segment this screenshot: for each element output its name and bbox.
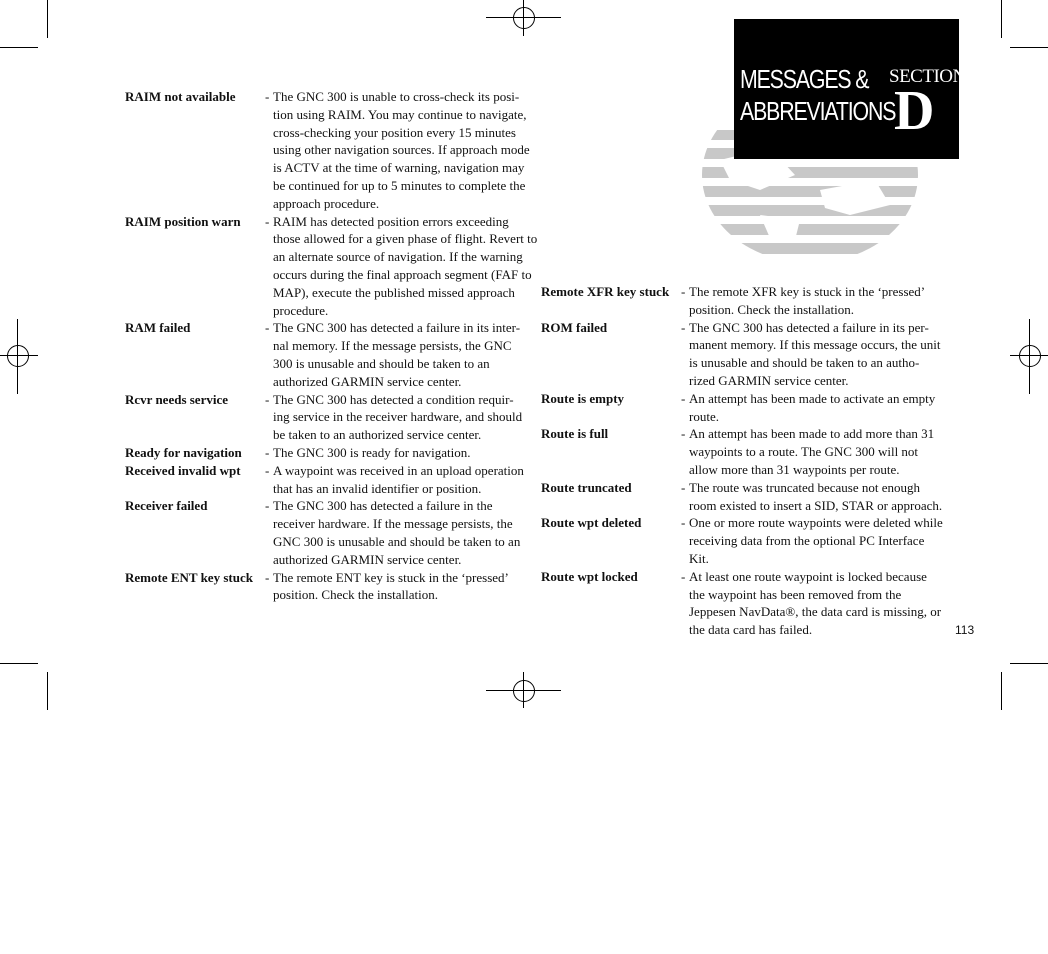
crop-mark [0, 663, 38, 664]
description-line: authorized GARMIN service center. [273, 373, 462, 389]
message-description [273, 497, 520, 568]
crop-mark [1010, 663, 1048, 664]
message-description [689, 319, 941, 390]
section-header [734, 19, 966, 159]
crop-mark [1001, 0, 1002, 38]
dash-separator: - [265, 213, 270, 229]
message-term: RAIM position warn [125, 213, 241, 229]
description-line: The GNC 300 is unable to cross-check its posi- [273, 89, 520, 104]
registration-line [523, 672, 524, 708]
description-line: an alternate source of navigation. If the warning [273, 249, 523, 265]
message-description [273, 213, 537, 320]
description-line: is ACTV at the time of warning, navigation may [273, 160, 525, 176]
description-line: The GNC 300 has detected a condition requir- [273, 391, 514, 407]
description-line: tion using RAIM. You may continue to navigate, [273, 106, 527, 122]
message-term: RAIM not available [125, 89, 236, 104]
description-line: One or more route waypoints were deleted while [689, 515, 943, 531]
message-term: RAM failed [125, 320, 191, 336]
section-title-line: MESSAGES & [740, 64, 869, 94]
message-description [689, 568, 941, 639]
message-description [273, 569, 509, 605]
dash-separator: - [681, 390, 686, 406]
section-label: SECTION [889, 66, 966, 87]
dash-separator: - [681, 284, 686, 299]
message-term: Receiver failed [125, 498, 208, 514]
description-line: is unusable and should be taken to an autho- [689, 355, 920, 371]
description-line: the data card has failed. [689, 622, 813, 638]
message-description [273, 391, 522, 444]
registration-mark-bottom [513, 680, 535, 702]
description-line: those allowed for a given phase of flight. Revert to [273, 231, 538, 247]
description-line: An attempt has been made to activate an empty [689, 390, 936, 406]
section-letter: D [894, 80, 935, 142]
registration-line [523, 0, 524, 36]
description-line: The GNC 300 is ready for navigation. [273, 445, 471, 460]
message-term: Remote XFR key stuck [541, 284, 670, 299]
description-line: position. Check the installation. [273, 587, 439, 603]
description-line: Jeppesen NavData®, the data card is missing, or [689, 604, 942, 620]
message-description [273, 462, 524, 498]
registration-mark-top [513, 7, 535, 29]
crop-mark [1010, 47, 1048, 48]
description-line: the waypoint has been removed from the [689, 586, 902, 602]
dash-separator: - [681, 426, 686, 442]
description-line: nal memory. If the message persists, the GNC [273, 338, 512, 354]
description-line: be taken to an authorized service center. [273, 427, 482, 443]
dash-separator: - [265, 462, 270, 478]
description-line: 300 is unusable and should be taken to an [273, 355, 490, 371]
description-line: The GNC 300 has detected a failure in the [273, 498, 493, 514]
crop-mark [1001, 672, 1002, 710]
dash-separator: - [265, 445, 270, 460]
description-line: MAP), execute the published missed approach [273, 284, 515, 300]
description-line: room existed to insert a SID, STAR or approach. [689, 497, 943, 513]
dash-separator: - [265, 89, 270, 104]
page-number: 113 [955, 623, 975, 637]
message-term: Route wpt locked [541, 568, 638, 584]
message-description [273, 444, 470, 462]
description-line: The GNC 300 has detected a failure in its per- [689, 319, 929, 335]
message-description [273, 319, 520, 390]
message-term: Route is empty [541, 390, 625, 406]
dash-separator: - [265, 498, 270, 514]
message-term: Route wpt deleted [541, 515, 642, 531]
description-line: GNC 300 is unusable and should be taken to an [273, 533, 521, 549]
description-line: The remote ENT key is stuck in the ‘pressed’ [273, 569, 509, 585]
registration-mark-left [7, 345, 29, 367]
description-line: using other navigation sources. If approach mode [273, 142, 530, 158]
description-line: Kit. [689, 550, 709, 566]
message-term: Remote ENT key stuck [125, 569, 253, 585]
description-line: The GNC 300 has detected a failure in its inter- [273, 320, 521, 336]
description-line: occurs during the final approach segment (FAF to [273, 266, 532, 282]
section-title [740, 63, 895, 127]
message-term: Ready for navigation [125, 445, 242, 460]
description-line: allow more than 31 waypoints per route. [689, 461, 900, 477]
message-term: Rcvr needs service [125, 391, 229, 407]
description-line: procedure. [273, 302, 329, 318]
dash-separator: - [681, 479, 686, 495]
description-line: route. [689, 408, 719, 424]
description-line: receiving data from the optional PC Interface [689, 533, 925, 549]
description-line: position. Check the installation. [689, 301, 855, 317]
registration-mark-right [1019, 345, 1041, 367]
registration-line [1029, 319, 1030, 394]
dash-separator: - [681, 568, 686, 584]
description-line: authorized GARMIN service center. [273, 551, 462, 567]
description-line: The remote XFR key is stuck in the ‘pressed’ [689, 284, 926, 299]
message-description [273, 88, 530, 213]
description-line: manent memory. If this message occurs, the unit [689, 337, 941, 353]
description-line: rized GARMIN service center. [689, 372, 849, 388]
message-description [689, 514, 943, 567]
dash-separator: - [265, 320, 270, 336]
description-line: receiver hardware. If the message persists, the [273, 516, 513, 532]
description-line: be continued for up to 5 minutes to complete the [273, 177, 526, 193]
description-line: An attempt has been made to add more than 31 [689, 426, 935, 442]
message-description [689, 283, 925, 319]
description-line: cross-checking your position every 15 minutes [273, 124, 516, 140]
crop-mark [0, 47, 38, 48]
description-line: The route was truncated because not enough [689, 479, 921, 495]
description-line: A waypoint was received in an upload operation [273, 462, 524, 478]
message-description [689, 390, 935, 426]
section-title-line: ABBREVIATIONS [740, 96, 896, 126]
dash-separator: - [265, 391, 270, 407]
registration-line [0, 355, 38, 356]
message-description [689, 425, 934, 478]
message-term: ROM failed [541, 319, 608, 335]
description-line: ing service in the receiver hardware, and should [273, 409, 523, 425]
crop-mark [47, 0, 48, 38]
description-line: that has an invalid identifier or position. [273, 480, 482, 496]
description-line: approach procedure. [273, 195, 380, 211]
registration-line [1010, 355, 1048, 356]
dash-separator: - [265, 569, 270, 585]
description-line: At least one route waypoint is locked because [689, 568, 927, 584]
description-line: waypoints to a route. The GNC 300 will not [689, 444, 919, 460]
message-description [689, 479, 942, 515]
dash-separator: - [681, 515, 686, 531]
message-term: Received invalid wpt [125, 462, 241, 478]
description-line: RAIM has detected position errors exceeding [273, 213, 509, 229]
registration-line [17, 319, 18, 394]
crop-mark [47, 672, 48, 710]
message-term: Route truncated [541, 479, 632, 495]
dash-separator: - [681, 319, 686, 335]
message-term: Route is full [541, 426, 609, 442]
